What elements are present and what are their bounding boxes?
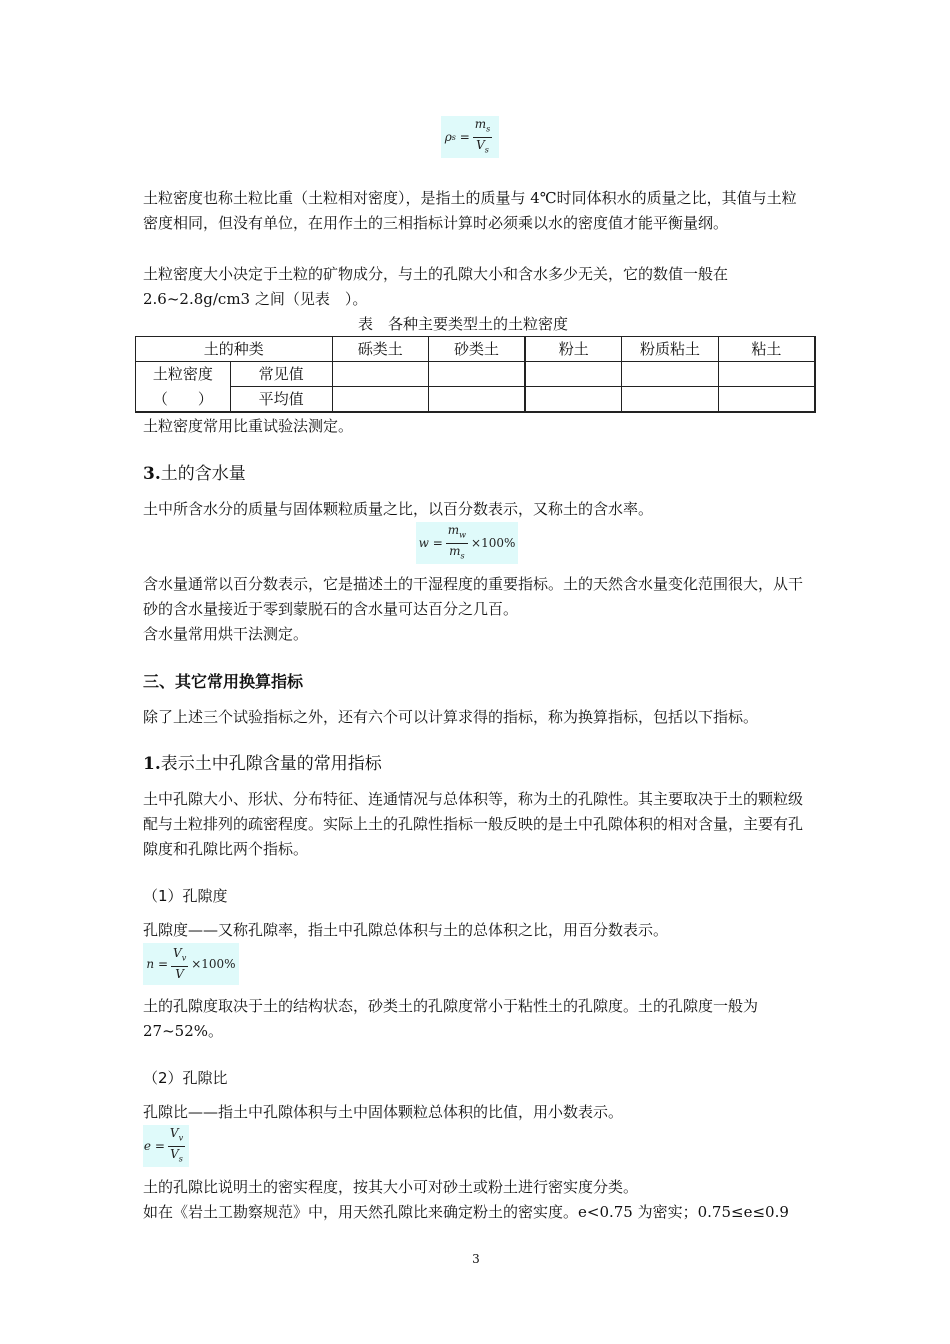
table-cell: [622, 362, 718, 387]
paragraph-density-definition: 土粒密度也称土粒比重（土粒相对密度），是指土的质量与 4℃时同体积水的质量之比，其值与土粒密度相同，但没有单位，在用作土的三相指标计算时必须乘以水的密度值才能平衡量纲。: [143, 189, 797, 232]
paragraph-water-test: 含水量常用烘干法测定。: [143, 625, 309, 643]
table-header-cell: 砾类土: [332, 337, 428, 362]
table-row-name: 常见值: [230, 362, 332, 387]
paragraph-void-ratio-definition: 孔隙比——指土中孔隙体积与土中固体颗粒总体积的比值，用小数表示。: [143, 1103, 624, 1121]
formula-num: m: [474, 117, 487, 132]
table-cell: [332, 362, 428, 387]
table-cell: [525, 362, 622, 387]
formula-den-sub: s: [460, 550, 465, 560]
table-cell: [622, 387, 718, 413]
table-header-cell: 粘土: [718, 337, 815, 362]
water-content-formula: w = $\frac{m_w}{m_s}$ ×100%: [416, 522, 518, 564]
paragraph-density-test: 土粒密度常用比重试验法测定。: [143, 417, 354, 435]
formula-lhs: e: [143, 1139, 152, 1153]
formula-lhs: n: [146, 957, 155, 971]
formula-den: V: [170, 1146, 179, 1161]
formula-den-sub: s: [484, 144, 489, 154]
table-cell: [428, 387, 525, 413]
table-row-name: 平均值: [230, 387, 332, 413]
table-header-cell: 粉质粘土: [622, 337, 718, 362]
porosity-formula: n = $\frac{V_v}{V}$ ×100%: [143, 943, 239, 985]
paragraph-water-definition: 土中所含水分的质量与固体颗粒质量之比，以百分数表示，又称土的含水率。: [143, 500, 654, 518]
table-cell: [718, 362, 815, 387]
table-row-label: 土粒密度: [136, 362, 231, 387]
table-cell: [428, 362, 525, 387]
table-header-cell: 砂类土: [428, 337, 525, 362]
heading-text: 表示土中孔隙含量的常用指标: [160, 754, 382, 774]
formula-fraction: [446, 523, 468, 563]
formula-num: m: [447, 523, 460, 538]
subheading-void-ratio: （2）孔隙比: [143, 1069, 228, 1087]
heading-pore-indices: [143, 752, 543, 776]
formula-lhs: w: [418, 536, 429, 550]
table-header-cell: 土的种类: [136, 337, 333, 362]
heading-text: 土的含水量: [160, 464, 246, 484]
formula-lhs-sub: s: [451, 132, 456, 142]
table-row-label-unit: （ ）: [136, 387, 231, 413]
subheading-porosity: （1）孔隙度: [143, 887, 228, 905]
formula-den-sub: s: [178, 1153, 183, 1163]
formula-num-sub: v: [178, 1133, 184, 1143]
heading-number: 3.: [143, 464, 161, 484]
formula-fraction: [168, 1126, 185, 1166]
formula-num-sub: s: [486, 124, 491, 134]
formula-num: V: [169, 1126, 179, 1141]
paragraph-void-ratio-meaning: 土的孔隙比说明土的密实程度，按其大小可对砂土或粉土进行密实度分类。: [143, 1178, 639, 1196]
paragraph-density-range: 土粒密度大小决定于土粒的矿物成分，与土的孔隙大小和含水多少无关，它的数值一般在 2.6~2.8g/cm3 之间（见表 ）。: [143, 265, 729, 308]
page-number: 3: [472, 1252, 480, 1266]
paragraph-porosity-definition: 孔隙度——又称孔隙率，指土中孔隙总体积与土的总体积之比，用百分数表示。: [143, 921, 669, 939]
formula-fraction: [171, 946, 188, 981]
soil-density-table: [135, 336, 816, 413]
heading-number: 1.: [143, 754, 161, 774]
formula-num-sub: v: [181, 953, 187, 963]
density-formula: ρ s = $\frac{m_s}{V_s}$: [441, 116, 499, 158]
paragraph-porosity-range: 土的孔隙度取决于土的结构状态，砂类土的孔隙度常小于粘性土的孔隙度。土的孔隙度一般为 27~52%。: [143, 997, 759, 1040]
formula-tail: ×100%: [471, 536, 516, 550]
formula-num-sub: w: [459, 530, 467, 540]
void-ratio-formula: e = $\frac{V_v}{V_s}$: [143, 1125, 189, 1167]
heading-water-content: [143, 462, 543, 486]
formula-num: V: [173, 946, 182, 961]
paragraph-conversion-indices: 除了上述三个试验指标之外，还有六个可以计算求得的指标，称为换算指标，包括以下指标。: [143, 708, 759, 726]
table-caption: 表 各种主要类型土的土粒密度: [358, 315, 569, 333]
table-row: [136, 362, 816, 387]
table-header-cell: 粉土: [525, 337, 622, 362]
paragraph-void-ratio-classification: 如在《岩土工勘察规范》中，用天然孔隙比来确定粉土的密实度。e<0.75 为密实；0.75≤e≤0.9: [143, 1203, 789, 1221]
formula-den: m: [449, 543, 461, 558]
formula-lhs: ρ: [444, 130, 452, 144]
formula-den: V: [175, 966, 184, 981]
formula-fraction: [473, 117, 493, 157]
table-cell: [718, 387, 815, 413]
paragraph-porosity-intro: 土中孔隙大小、形状、分布特征、连通情况与总体积等，称为土的孔隙性。其主要取决于土的颗粒级配与土粒排列的疏密程度。实际上土的孔隙性指标一般反映的是土中孔隙体积的相对含量，主要有孔隙度和孔隙比两个指标。: [143, 790, 804, 858]
formula-tail: ×100%: [191, 957, 236, 971]
formula-den: V: [476, 137, 485, 152]
table-cell: [525, 387, 622, 413]
paragraph-water-importance: 含水量通常以百分数表示，它是描述土的干湿程度的重要指标。土的天然含水量变化范围很大，从干砂的含水量接近于零到蒙脱石的含水量可达百分之几百。: [143, 575, 804, 618]
table-cell: [332, 387, 428, 413]
section-heading-other-indices: 三、其它常用换算指标: [143, 672, 304, 691]
table-row: [136, 387, 816, 413]
table-header-row: [136, 337, 816, 362]
